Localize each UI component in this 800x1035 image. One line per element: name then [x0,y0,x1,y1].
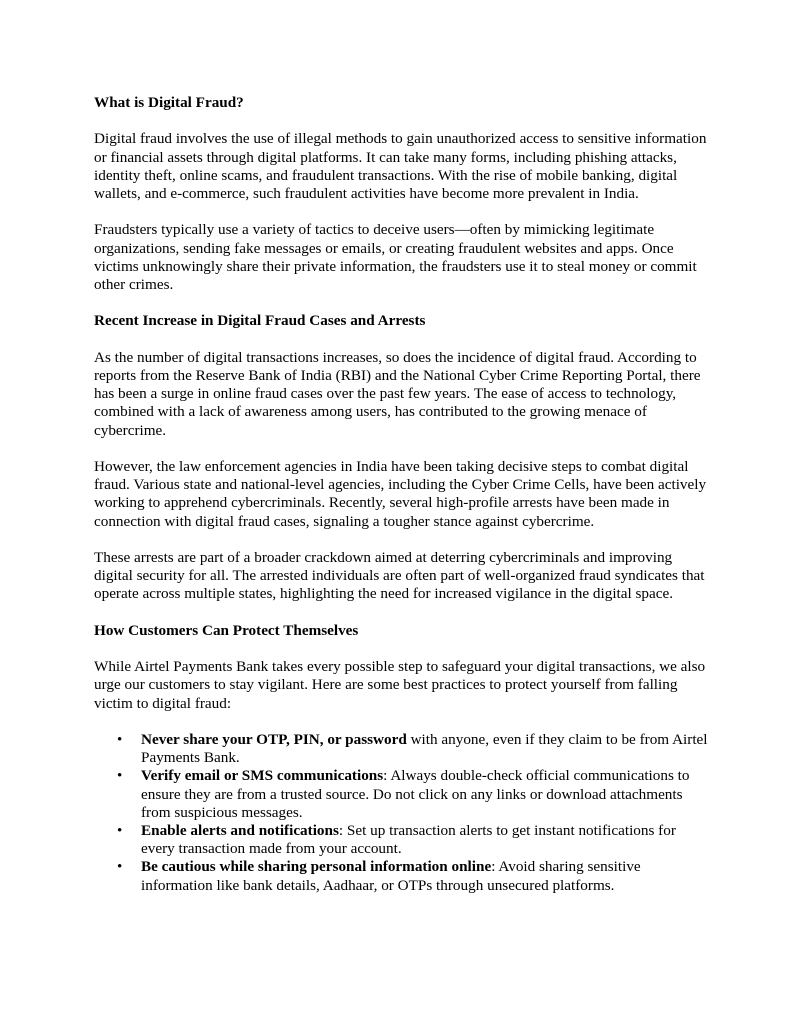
paragraph-tactics: Fraudsters typically use a variety of tactics to deceive users—often by mimicking legitimate organizations, sending fake messages or emails, or creating fraudulent websites and apps. Once victims unknowingly share their private information, the fraudsters use it to steal money or commit other crimes. [94,221,697,293]
list-item-bold: Be cautious while sharing personal information online [141,858,492,876]
spacer [94,440,708,458]
paragraph-increase: As the number of digital transactions increases, so does the incidence of digital fraud. According to reports from the Reserve Bank of India (RBI) and the National Cyber Crime Reporting Portal, there has been a surge in online fraud cases over the past few years. The ease of access to technology, combined with a lack of awareness among users, has contributed to the growing menace of cybercrime. [94,348,701,439]
list-item-bold: Verify email or SMS communications [141,767,384,785]
list-item [94,767,708,822]
spacer [94,331,708,349]
paragraph-crackdown: These arrests are part of a broader crackdown aimed at deterring cybercriminals and improving digital security for all. The arrested individuals are often part of well-organized fraud syndicates that operate across multiple states, highlighting the need for increased vigilance in the digital space. [94,548,705,603]
best-practices-list [94,731,708,895]
spacer [94,203,708,221]
document-page [94,94,708,895]
list-item-text: : Avoid sharing sensitive information like bank details, Aadhaar, or OTPs through unsecured platforms. [141,858,641,894]
paragraph-definition: Digital fraud involves the use of illegal methods to gain unauthorized access to sensitive information or financial assets through digital platforms. It can take many forms, including phishing attacks, identity theft, online scams, and fraudulent transactions. With the rise of mobile banking, digital wallets, and e-commerce, such fraudulent activities have become more prevalent in India. [94,130,707,202]
bullet-icon: • [117,730,123,748]
heading-how-customers-protect: How Customers Can Protect Themselves [94,621,359,639]
heading-recent-increase: Recent Increase in Digital Fraud Cases and Arrests [94,312,426,330]
list-item-text: : Always double-check official communications to ensure they are from a trusted source. Do not click on any links or download attachments from suspicious messages. [141,767,690,821]
bullet-icon: • [117,821,123,839]
list-item [94,731,708,767]
list-item-text: : Set up transaction alerts to get instant notifications for every transaction made from your account. [141,821,676,858]
spacer [94,294,708,312]
bullet-icon: • [117,858,123,876]
list-item-bold: Enable alerts and notifications [141,821,339,839]
bullet-icon: • [117,767,123,785]
list-item-text: with anyone, even if they claim to be from Airtel Payments Bank. [141,730,708,767]
paragraph-law-enforcement: However, the law enforcement agencies in India have been taking decisive steps to combat digital fraud. Various state and national-level agencies, including the Cyber Crime Cells, have been actively working to apprehend cybercriminals. Recently, several high-profile arrests have been made in connection with digital fraud cases, signaling a tougher stance against cybercrime. [94,457,707,530]
spacer [94,531,708,549]
list-item [94,858,708,894]
heading-what-is-digital-fraud: What is Digital Fraud? [94,94,244,111]
paragraph-intro-practices: While Airtel Payments Bank takes every possible step to safeguard your digital transactions, we also urge our customers to stay vigilant. Here are some best practices to protect yourself from falling victim to digital fraud: [94,658,706,712]
spacer [94,604,708,622]
spacer [94,713,708,731]
list-item-bold: Never share your OTP, PIN, or password [141,730,407,748]
spacer [94,112,708,130]
spacer [94,640,708,658]
list-item [94,822,708,858]
